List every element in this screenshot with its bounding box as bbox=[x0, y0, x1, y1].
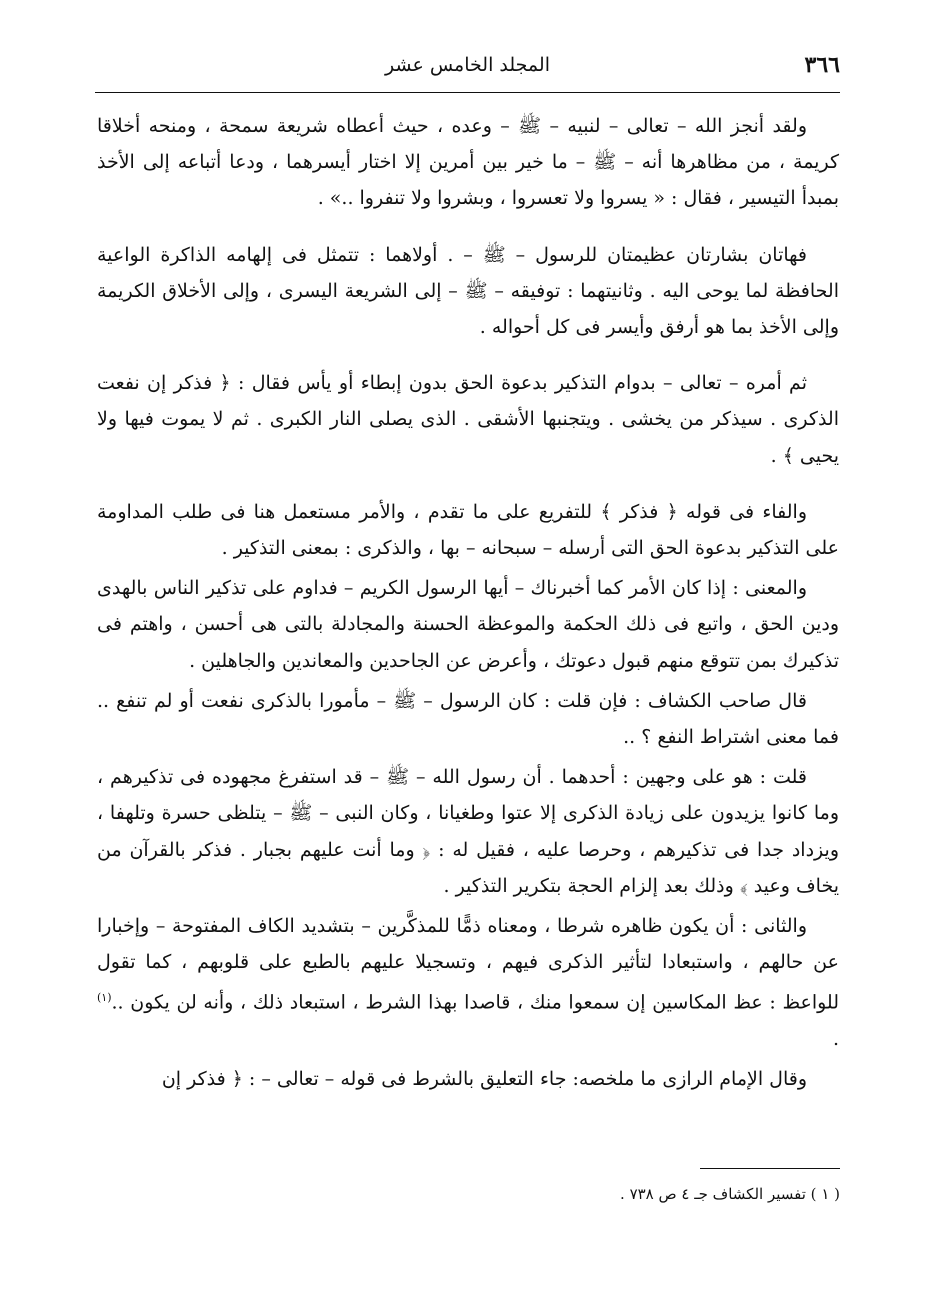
paragraph: قلت : هو على وجهين : أحدهما . أن رسول الله – ﷺ – قد استفرغ مجهوده فى تذكيرهم ، وما كانوا يزيدون على زيادة الذكرى إلا عتوا وطغيانا ، وكان النبى – ﷺ – يتلظى حسرة وتلهفا ، ويزداد جدا فى تذكيرهم ، وحرصا عليه ، فقيل له : ﴿ وما أنت عليهم بجبار . فذكر بالقرآن من يخاف وعيد ﴾ وذلك بعد إلزام الحجة بتكرير التذكير . bbox=[97, 766, 839, 897]
page-header bbox=[95, 48, 840, 88]
paragraph: وقال الإمام الرازى ما ملخصه: جاء التعليق بالشرط فى قوله – تعالى – : ﴿ فذكر إن bbox=[161, 1068, 807, 1091]
running-title: المجلد الخامس عشر bbox=[385, 54, 550, 76]
header-divider bbox=[95, 92, 840, 93]
paragraph-text: والثانى : أن يكون ظاهره شرطا ، ومعناه ذمًّا للمذكَّرين – بتشديد الكاف المفتوحة – وإخبارا عن حالهم ، واستبعادا لتأثير الذكرى فيهم ، وتسجيلا عليهم بالطبع على قلوبهم ، كما تقول للواعظ : عظ المكاسين إن سمعوا منك ، قاصدا بهذا الشرط ، استبعاد ذلك ، وأنه لن يكون .. bbox=[97, 915, 839, 1014]
paragraph: والفاء فى قوله ﴿ فذكر ﴾ للتفريع على ما تقدم ، والأمر مستعمل هنا فى طلب المداومة على التذكير بدعوة الحق التى أرسله – سبحانه – بها ، والذكرى : بمعنى التذكير . bbox=[97, 500, 839, 560]
paragraph-with-note: والثانى : أن يكون ظاهره شرطا ، ومعناه ذمًّا للمذكَّرين – بتشديد الكاف المفتوحة – وإخبارا عن حالهم ، واستبعادا لتأثير الذكرى فيهم ، وتسجيلا عليهم بالطبع على قلوبهم ، كما تقول للواعظ : عظ المكاسين إن سمعوا منك ، قاصدا بهذا الشرط ، استبعاد ذلك ، وأنه لن يكون ..$^{(١)}$ . bbox=[97, 915, 839, 1050]
footnote: ( ١ ) تفسير الكشاف جـ ٤ ص ٧٣٨ . bbox=[620, 1185, 840, 1203]
footnote-marker: (١) bbox=[97, 991, 112, 1005]
footnote-divider bbox=[700, 1168, 840, 1169]
paragraph: ولقد أنجز الله – تعالى – لنبيه – ﷺ – وعده ، حيث أعطاه شريعة سمحة ، ومنحه أخلاقا كريمة ، من مظاهرها أنه – ﷺ – ما خير بين أمرين إلا اختار أيسرهما ، ودعا أتباعه إلى الأخذ بمبدأ التيسير ، فقال : « يسروا ولا تعسروا ، وبشروا ولا تنفروا ..» . bbox=[97, 115, 839, 210]
paragraph: فهاتان بشارتان عظيمتان للرسول – ﷺ – . أولاهما : تتمثل فى إلهامه الذاكرة الواعية الحافظة لما يوحى اليه . وثانيتهما : توفيقه – ﷺ – إلى الشريعة اليسرى ، وإلى الأخلاق الكريمة وإلى الأخذ بما هو أرفق وأيسر فى كل أحواله . bbox=[97, 243, 839, 339]
paragraph: ثم أمره – تعالى – بدوام التذكير بدعوة الحق بدون إبطاء أو يأس فقال : ﴿ فذكر إن نفعت الذكرى . سيذكر من يخشى . ويتجنبها الأشقى . الذى يصلى النار الكبرى . ثم لا يموت فيها ولا يحيى ﴾ . bbox=[97, 372, 839, 467]
paragraph: قال صاحب الكشاف : فإن قلت : كان الرسول – ﷺ – مأمورا بالذكرى نفعت أو لم تنفع .. فما معنى اشتراط النفع ؟ .. bbox=[97, 689, 839, 749]
main-text bbox=[97, 108, 839, 1097]
paragraph: والمعنى : إذا كان الأمر كما أخبرناك – أيها الرسول الكريم – فداوم على تذكير الناس بالهدى ودين الحق ، واتبع فى ذلك الحكمة والموعظة الحسنة والمجادلة بالتى هى أحسن ، واهتم فى تذكيرك بمن تتوقع منهم قبول دعوتك ، وأعرض عن الجاحدين والمعاندين والجاهلين . bbox=[97, 577, 839, 672]
page-number: ٣٦٦ bbox=[804, 52, 840, 78]
